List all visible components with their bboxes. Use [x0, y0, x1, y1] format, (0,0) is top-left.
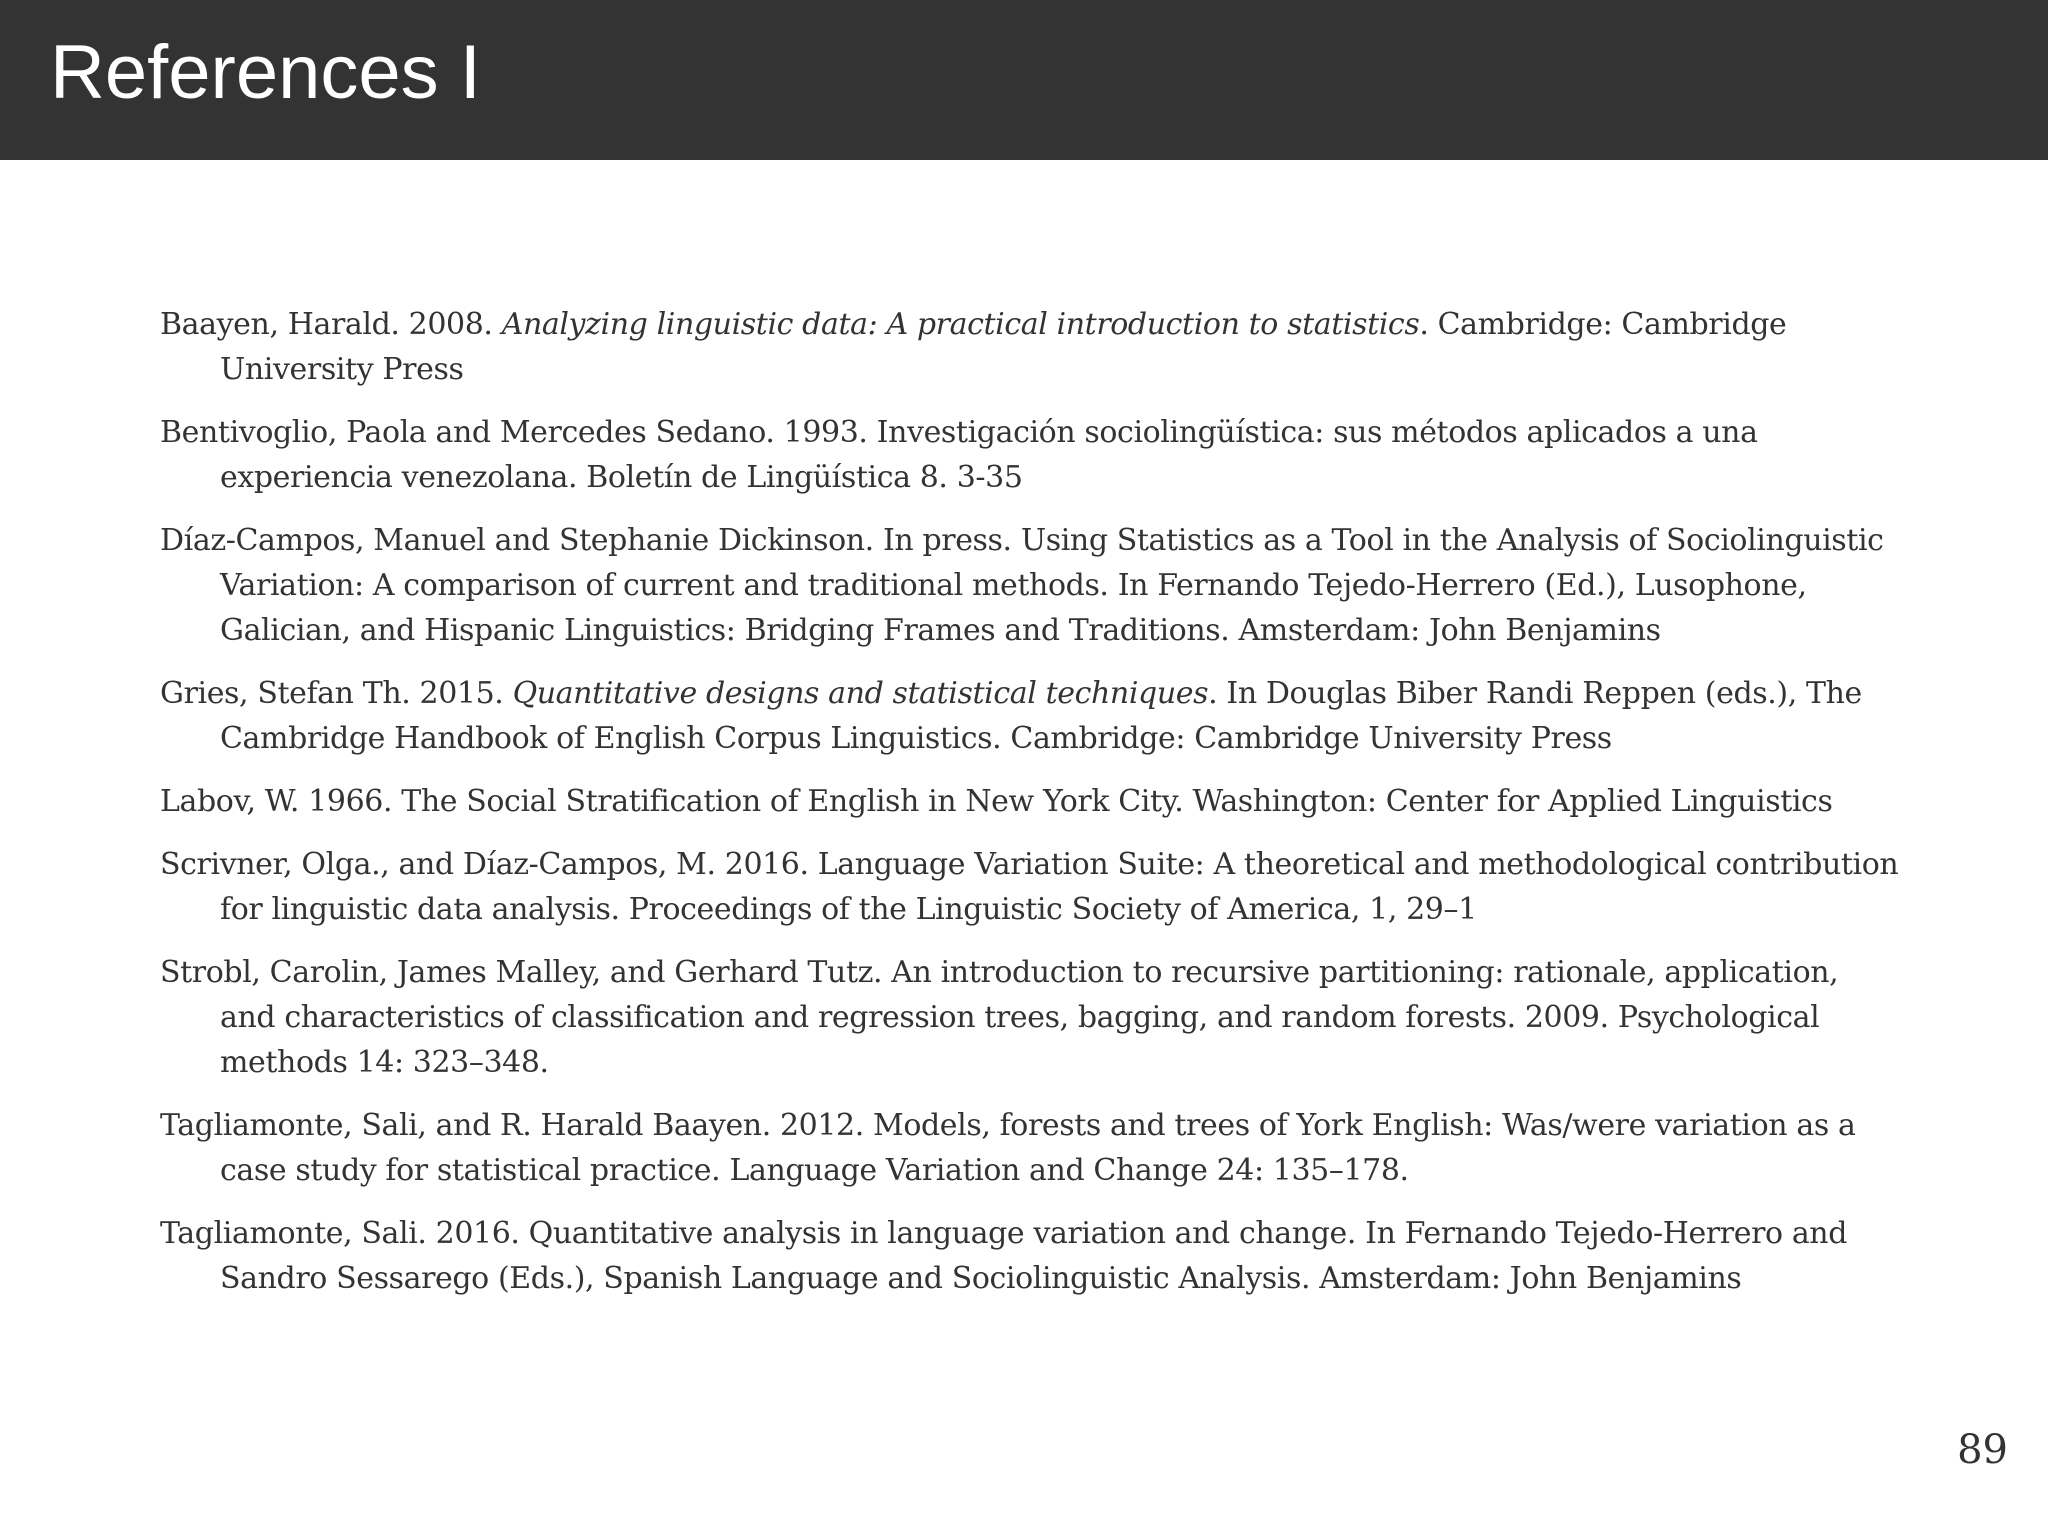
reference-list — [160, 302, 1900, 1319]
reference-text: Gries, Stefan Th. 2015. — [160, 676, 513, 711]
reference-item — [160, 410, 1900, 500]
title-bar — [0, 0, 2048, 160]
slide-title: References I — [50, 30, 481, 115]
reference-text: Bentivoglio, Paola and Mercedes Sedano. 1993. Investigación sociolingüística: sus métodos aplicados a una experiencia venezolana. Boletín de Lingüística 8. 3-35 — [160, 415, 1758, 495]
reference-text: Strobl, Carolin, James Malley, and Gerhard Tutz. An introduction to recursive partitioning: rationale, application, and characteristics of classification and regression trees, bagging, and random forests. 2009. Psychological methods 14: 323–348. — [160, 955, 1839, 1080]
reference-item — [160, 842, 1900, 932]
reference-item — [160, 779, 1900, 824]
reference-text: Baayen, Harald. 2008. — [160, 307, 502, 342]
reference-title-italic: Analyzing linguistic data: A practical introduction to statistics — [501, 307, 1420, 342]
reference-text: Scrivner, Olga., and Díaz-Campos, M. 2016. Language Variation Suite: A theoretical and methodological contribution for linguistic data analysis. Proceedings of the Linguistic Society of America, 1, 29–1 — [160, 847, 1899, 927]
reference-item — [160, 1103, 1900, 1193]
reference-text: Díaz-Campos, Manuel and Stephanie Dickinson. In press. Using Statistics as a Tool in the Analysis of Sociolinguistic Variation: A comparison of current and traditional methods. In Fernando Tejedo-Herrero (Ed.), Lusophone, Galician, and Hispanic Linguistics: Bridging Frames and Traditions. Amsterdam: John Benjamins — [160, 523, 1884, 648]
reference-text: Labov, W. 1966. The Social Stratification of English in New York City. Washington: Center for Applied Linguistics — [160, 784, 1833, 819]
reference-text-continued: . Cambridge: Cambridge University Press — [220, 307, 1787, 387]
reference-item — [160, 950, 1900, 1085]
reference-text: Tagliamonte, Sali, and R. Harald Baayen. 2012. Models, forests and trees of York English: Was/were variation as a case study for statistical practice. Language Variation and Change 24: 135–178. — [160, 1108, 1856, 1188]
reference-text: Tagliamonte, Sali. 2016. Quantitative analysis in language variation and change. In Fernando Tejedo-Herrero and Sandro Sessarego (Eds.), Spanish Language and Sociolinguistic Analysis. Amsterdam: John Benjamins — [160, 1216, 1848, 1296]
reference-item — [160, 518, 1900, 653]
reference-text-continued: . In Douglas Biber Randi Reppen (eds.), The Cambridge Handbook of English Corpus Linguistics. Cambridge: Cambridge University Press — [220, 676, 1862, 756]
reference-title-italic: Quantitative designs and statistical techniques — [512, 676, 1209, 711]
reference-item — [160, 1211, 1900, 1301]
page-number: 89 — [1957, 1427, 2008, 1473]
reference-item — [160, 671, 1900, 761]
reference-item — [160, 302, 1900, 392]
